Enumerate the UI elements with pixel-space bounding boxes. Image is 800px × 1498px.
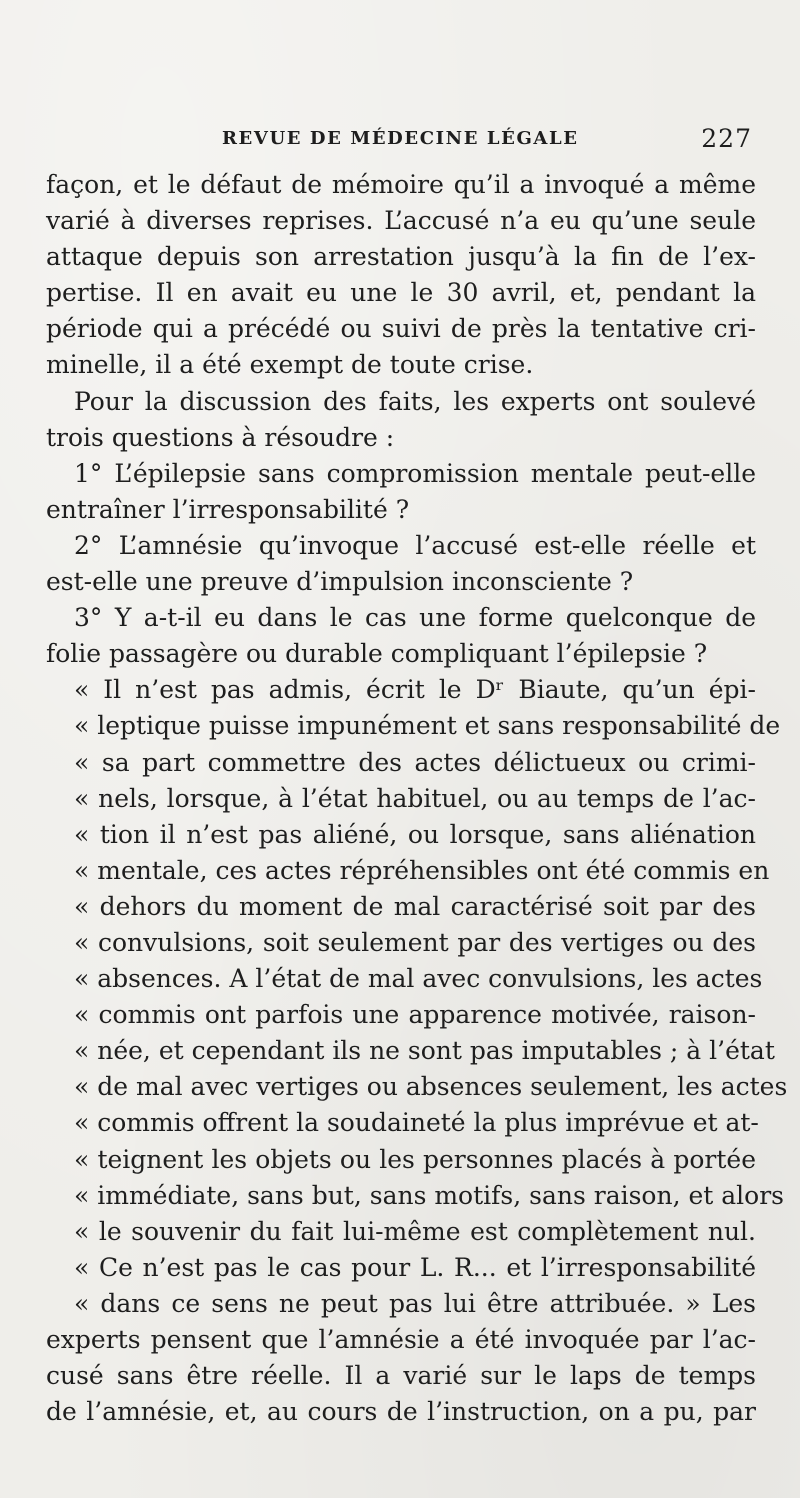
text-line: « immédiate, sans but, sans motifs, sans raison, et alors (74, 1180, 784, 1210)
body-text (46, 167, 788, 1430)
running-title: REVUE DE MÉDECINE LÉGALE (222, 128, 579, 149)
text-line: experts pensent que l’amnésie a été invoquée par l’ac- (46, 1325, 756, 1354)
text-line: 1° L’épilepsie sans compromission mentale peut-elle (74, 458, 756, 488)
text-line: 3° Y a-t-il eu dans le cas une forme quelconque de (74, 603, 756, 633)
text-line: « mentale, ces actes répréhensibles ont été commis en (74, 855, 770, 885)
text-line: pertise. Il en avait eu une le 30 avril, et, pendant la (46, 278, 756, 308)
text-line: « teignent les objets ou les personnes placés à portée (74, 1144, 756, 1174)
text-line: « absences. A l’état de mal avec convulsions, les actes (74, 964, 763, 994)
text-line: trois questions à résoudre : (46, 422, 395, 452)
text-line: « commis ont parfois une apparence motivée, raison- (74, 1000, 756, 1030)
text-line: « Ce n’est pas le cas pour L. R... et l’irresponsabilité (74, 1252, 756, 1282)
text-line: « convulsions, soit seulement par des vertiges ou des (74, 927, 756, 957)
text-line: 2° L’amnésie qu’invoque l’accusé est-elle réelle et (74, 530, 756, 560)
text-line: « le souvenir du fait lui-même est complètement nul. (74, 1216, 756, 1246)
text-line: varié à diverses reprises. L’accusé n’a eu qu’une seule (46, 206, 756, 236)
text-line: « commis offrent la soudaineté la plus imprévue et at- (74, 1108, 759, 1138)
text-line: est-elle une preuve d’impulsion inconsciente ? (46, 567, 634, 597)
text-line: de l’amnésie, et, au cours de l’instruction, on a pu, par (46, 1397, 756, 1427)
text-line: « de mal avec vertiges ou absences seulement, les actes (74, 1072, 788, 1102)
text-line: « Il n’est pas admis, écrit le Dʳ Biaute, qu’un épi- (74, 675, 756, 705)
text-line: « sa part commettre des actes délictueux ou crimi- (74, 747, 756, 777)
text-line: « leptique puisse impunément et sans responsabilité de (74, 711, 781, 741)
text-line: cusé sans être réelle. Il a varié sur le laps de temps (46, 1361, 756, 1391)
text-line: « dans ce sens ne peut pas lui être attribuée. » Les (74, 1288, 756, 1318)
page-number: 227 (701, 124, 752, 153)
text-line: période qui a précédé ou suivi de près la tentative cri- (46, 314, 756, 344)
text-line: « née, et cependant ils ne sont pas imputables ; à l’état (74, 1036, 775, 1066)
text-line: façon, et le défaut de mémoire qu’il a invoqué a même (46, 170, 756, 199)
text-line: « tion il n’est pas aliéné, ou lorsque, sans aliénation (74, 819, 756, 849)
text-line: folie passagère ou durable compliquant l’épilepsie ? (46, 639, 708, 669)
text-line: minelle, il a été exempt de toute crise. (46, 350, 534, 380)
page-header (46, 126, 754, 156)
text-line: Pour la discussion des faits, les experts ont soulevé (74, 386, 756, 416)
text-line: « dehors du moment de mal caractérisé soit par des (74, 891, 756, 921)
text-line: attaque depuis son arrestation jusqu’à la fin de l’ex- (46, 242, 756, 272)
text-line: entraîner l’irresponsabilité ? (46, 494, 410, 524)
text-line: « nels, lorsque, à l’état habituel, ou au temps de l’ac- (74, 783, 756, 813)
